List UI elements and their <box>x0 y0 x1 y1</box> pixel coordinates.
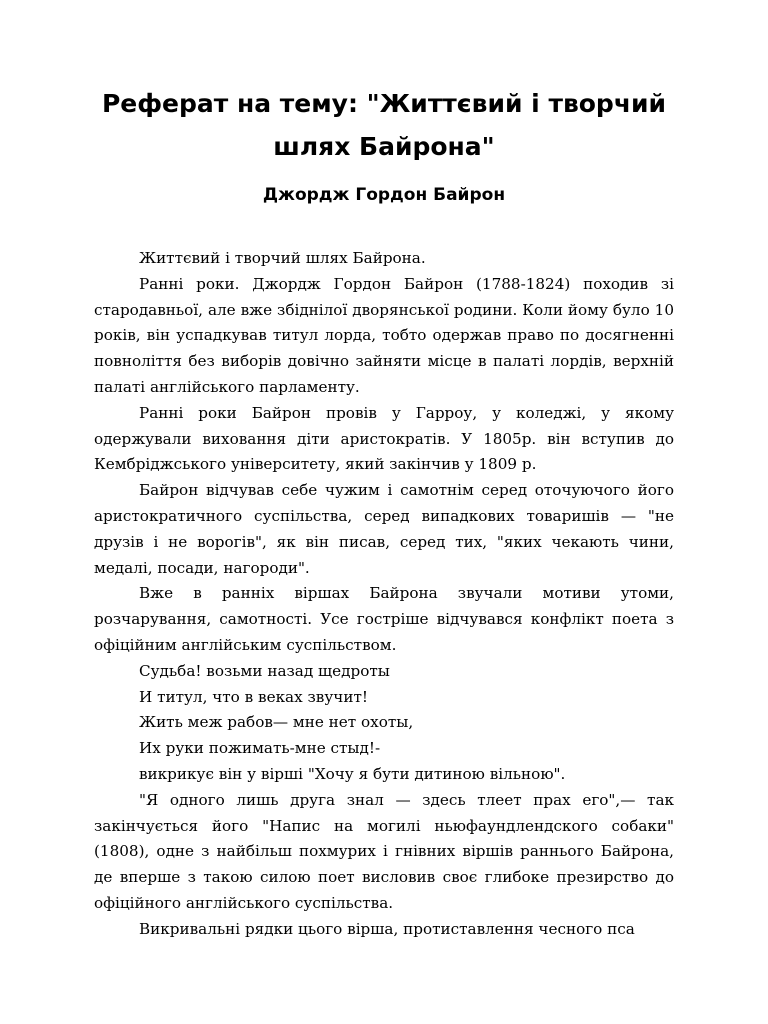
paragraph: Життєвий і творчий шлях Байрона. <box>139 249 426 267</box>
paragraph: Ранні роки Байрон провів у Гарроу, у коледжі, у якому одержували виховання діти аристократів. У 1805р. він вступив до Кембріджського університету, який закінчив у 1809 р. <box>94 403 674 474</box>
document-subtitle: Джордж Гордон Байрон <box>262 185 506 205</box>
document-title: Реферат на тему: "Життєвий і творчий шлях Байрона" <box>101 89 667 161</box>
document-body <box>94 246 674 943</box>
paragraph: Ранні роки. Джордж Гордон Байрон (1788-1824) походив зі стародавньої, але вже збіднілої дворянської родини. Коли йому було 10 років, він успадкував титул лорда, тобто одержав право по досягненні повноліття без виборів довічно зайняти місце в палаті лордів, верхній палаті англійського парламенту. <box>94 274 674 396</box>
verse-line: Судьба! возьми назад щедроты <box>139 661 390 680</box>
paragraph: Викривальні рядки цього вірша, протиставлення чесного пса <box>139 919 635 938</box>
paragraph: Байрон відчував себе чужим і самотнім серед оточуючого його аристократичного суспільства, серед випадкових товаришів — "не друзів і не ворогів", як він писав, серед тих, "яких чекають чини, медалі, посади, нагороди". <box>94 481 674 577</box>
paragraph: Вже в ранніх віршах Байрона звучали мотиви утоми, розчарування, самотності. Усе гостріше відчувався конфлікт поета з офіційним англійським суспільством. <box>94 584 674 654</box>
verse-line: викрикує він у вірші "Хочу я бути дитиною вільною". <box>139 764 566 783</box>
verse-line: Жить меж рабов— мне нет охоты, <box>139 713 414 732</box>
paragraph: "Я одного лишь друга знал — здесь тлеет прах его",— так закінчується його "Напис на могилі ньюфаундлендского собаки" (1808), одне з найбільш похмурих і гнівних віршів раннього Байрона, де вперше з такою силою поет висловив своє глибоке презирство до офіційного англійського суспільства. <box>94 790 674 912</box>
verse-line: Их руки пожимать-мне стыд!- <box>139 739 381 758</box>
verse-line: И титул, что в веках звучит! <box>139 687 368 706</box>
